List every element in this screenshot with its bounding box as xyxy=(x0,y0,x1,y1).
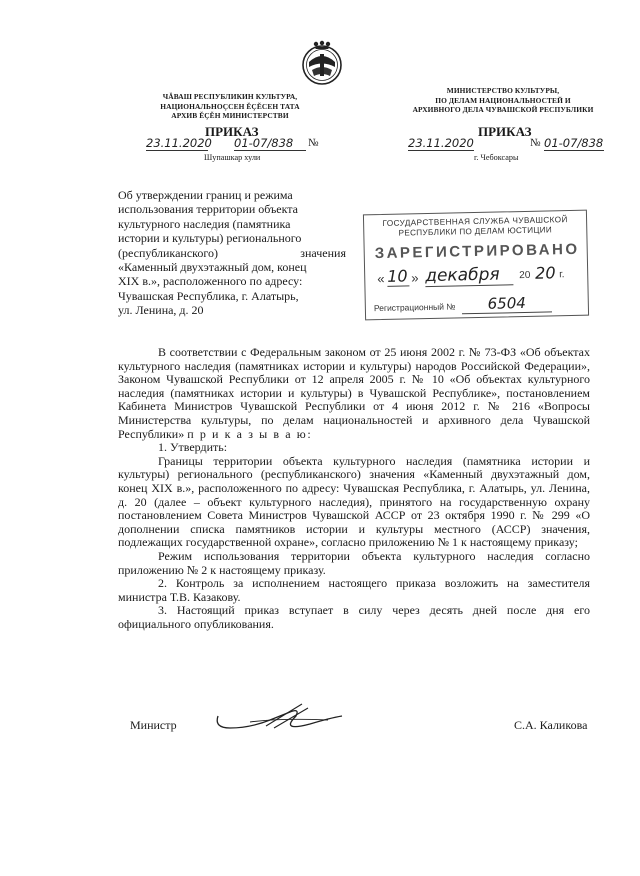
order-date-left: 23.11.2020 xyxy=(146,136,212,150)
stamp-day: 10 xyxy=(387,266,408,286)
stamp-line-3: ЗАРЕГИСТРИРОВАНО xyxy=(374,240,580,263)
prikaz-word: п р и к а з ы в а ю: xyxy=(187,426,313,441)
body-item-2: 2. Контроль за исполнением настоящего приказа возложить на заместителя министра Т.В. Казакову. xyxy=(118,576,590,604)
order-title-left: ПРИКАЗ xyxy=(205,124,259,139)
stamp-reg-number: 6504 xyxy=(462,293,552,314)
body-item-1a: Границы территории объекта культурного наследия (памятника истории и культуры) регионального (республиканского) значения «Каменный двухэтажный дом, конец XIX в.», расположенного по адресу: Чувашская Республика, г. Алатырь, ул. Ленина, д. 20 (далее – объект культурного наследия), принятого на государственную охрану постановлением Совета Министров Чувашской АССР от 23 октября 1990 г. № 299 «О дополнении списка памятников истории и культуры местного (АССР) значения, подлежащих государственной охране», согласно приложению № 1 к настоящему приказу; xyxy=(118,453,590,550)
stamp-quote-open: « xyxy=(377,270,385,287)
header-left-line: АРХИВ ĔÇĔН МИНИСТЕРСТВИ xyxy=(171,111,289,120)
city-left: Шупашкар хули xyxy=(204,153,261,162)
subject-line: истории и культуры) регионального xyxy=(118,231,302,246)
stamp-month: декабря xyxy=(425,264,513,287)
body-preamble xyxy=(118,346,590,441)
chuvash-emblem-icon xyxy=(300,40,344,86)
stamp-quote-close: » xyxy=(411,270,419,286)
order-subject xyxy=(118,188,346,318)
subject-line: использования территории объекта xyxy=(118,202,298,217)
order-meta-right xyxy=(408,136,608,152)
registration-stamp xyxy=(363,210,589,321)
stamp-date xyxy=(377,263,577,291)
stamp-year: 20 xyxy=(534,263,556,283)
body-item-1: 1. Утвердить: xyxy=(158,440,228,455)
order-number-right: 01-07/838 xyxy=(544,136,604,150)
stamp-reg-label: Регистрационный № xyxy=(373,301,456,314)
order-title-right: ПРИКАЗ xyxy=(478,124,532,139)
signature-icon xyxy=(210,698,350,738)
order-body xyxy=(118,346,590,631)
subject-line: (республиканского) значения xyxy=(118,245,346,260)
city-right: г. Чебоксары xyxy=(474,153,519,162)
header-left-line: ЧĂВАШ РЕСПУБЛИКИН КУЛЬТУРА, xyxy=(162,92,298,101)
header-right-line: ПО ДЕЛАМ НАЦИОНАЛЬНОСТЕЙ И xyxy=(435,95,571,105)
subject-line: XIX в.», расположенного по адресу: xyxy=(118,274,303,289)
body-item-1b: Режим использования территории объекта культурного наследия согласно приложению № 2 к настоящему приказу. xyxy=(118,548,590,577)
subject-line: ул. Ленина, д. 20 xyxy=(118,303,204,318)
stamp-registration xyxy=(374,293,584,316)
order-date-right: 23.11.2020 xyxy=(408,136,474,150)
preamble-text: В соответствии с Федеральным законом от 25 июня 2002 г. № 73-ФЗ «Об объектах культурного наследия (памятниках истории и культуры) народов Российской Федерации», Законом Чувашской Республики от 12 апреля 2005 г. № 10 «Об объектах культурного наследия (памятниках истории и культуры) в Чувашской Республике», постановлением Кабинета Министров Чувашской Республики от 4 июня 2012 г. № 216 «Вопросы Министерства культуры, по делам национальностей и архивного дела Чувашской Республики» xyxy=(118,345,590,441)
order-meta-left xyxy=(146,136,336,152)
stamp-year-suffix: г. xyxy=(559,269,565,281)
stamp-line-1: ГОСУДАРСТВЕННАЯ СЛУЖБА ЧУВАШСКОЙ xyxy=(382,215,568,228)
minister-name: С.А. Каликова xyxy=(514,718,588,732)
header-left-line: НАЦИОНАЛЬНОÇСЕН ĔÇĔСЕН ТАТА xyxy=(160,101,300,111)
header-right-line: АРХИВНОГО ДЕЛА ЧУВАШСКОЙ РЕСПУБЛИКИ xyxy=(412,105,594,114)
body-item-3: 3. Настоящий приказ вступает в силу через десять дней после дня его официального опубликования. xyxy=(118,603,590,631)
number-sign-right: № xyxy=(530,137,541,149)
subject-line: Об утверждении границ и режима xyxy=(118,188,293,202)
subject-line: культурного наследия (памятника xyxy=(118,216,291,231)
minister-label: Министр xyxy=(130,718,177,732)
subject-line: «Каменный двухэтажный дом, конец xyxy=(118,260,307,275)
number-sign-left: № xyxy=(308,137,319,149)
stamp-year-prefix: 20 xyxy=(519,269,531,282)
order-number-left: 01-07/838 xyxy=(234,136,306,151)
header-right-line: МИНИСТЕРСТВО КУЛЬТУРЫ, xyxy=(446,86,560,95)
header-right-ministry xyxy=(398,86,608,115)
header-left-ministry xyxy=(150,92,310,121)
stamp-line-2: РЕСПУБЛИКИ ПО ДЕЛАМ ЮСТИЦИИ xyxy=(398,225,553,238)
subject-line: Чувашская Республика, г. Алатырь, xyxy=(118,288,299,303)
